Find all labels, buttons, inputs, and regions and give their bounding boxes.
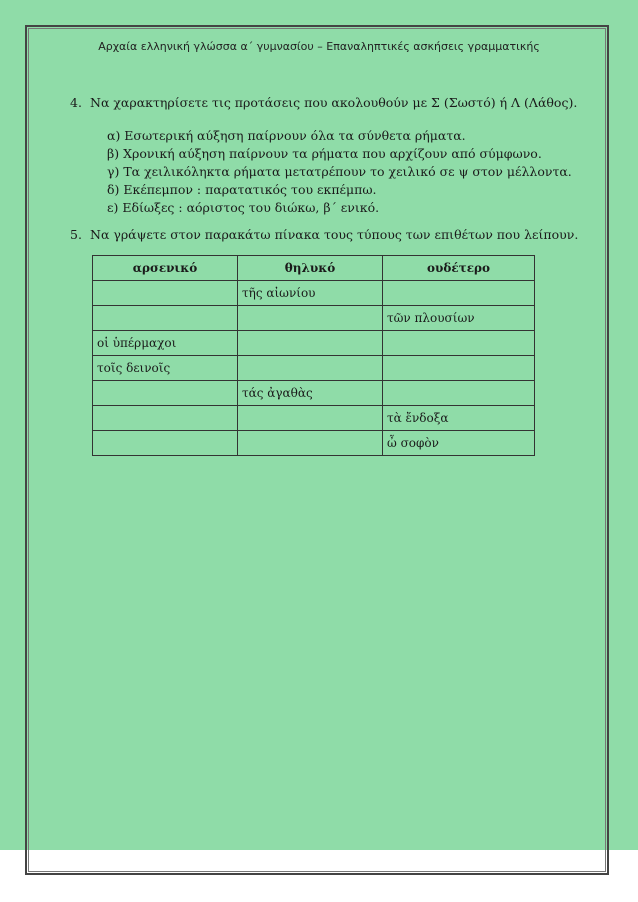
- statement-c: γ) Τα χειλικόληκτα ρήματα μετατρέπουν το χειλικό σε ψ στον μέλλοντα.: [107, 164, 572, 179]
- question-4-number: 4.: [70, 95, 82, 110]
- table-cell[interactable]: [93, 431, 238, 456]
- table-row: [93, 406, 535, 431]
- table-row: [93, 331, 535, 356]
- page-header: Αρχαία ελληνική γλώσσα α΄ γυμνασίου – Επαναληπτικές ασκήσεις γραμματικής: [98, 40, 540, 53]
- statement-a: α) Εσωτερική αύξηση παίρνουν όλα τα σύνθετα ρήματα.: [107, 128, 466, 143]
- table-row: [93, 431, 535, 456]
- table-cell[interactable]: [383, 356, 535, 381]
- table-cell[interactable]: [383, 281, 535, 306]
- table-cell: τάς ἀγαθὰς: [238, 381, 383, 406]
- question-5: [70, 226, 579, 244]
- table-row: [93, 381, 535, 406]
- adjectives-table: [92, 255, 535, 456]
- table-cell[interactable]: [383, 331, 535, 356]
- table-cell: τὰ ἔνδοξα: [383, 406, 535, 431]
- table-cell: τοῖς δεινοῖς: [93, 356, 238, 381]
- table-cell[interactable]: [93, 406, 238, 431]
- table-cell[interactable]: [238, 406, 383, 431]
- table-cell: τῆς αἰωνίου: [238, 281, 383, 306]
- table-cell[interactable]: [238, 306, 383, 331]
- table-cell[interactable]: [93, 306, 238, 331]
- table-row: [93, 356, 535, 381]
- table-cell: τῶν πλουσίων: [383, 306, 535, 331]
- table-cell[interactable]: [93, 381, 238, 406]
- question-4-text: Να χαρακτηρίσετε τις προτάσεις που ακολουθούν με Σ (Σωστό) ή Λ (Λάθος).: [90, 95, 578, 110]
- table-cell[interactable]: [238, 356, 383, 381]
- table-cell[interactable]: [238, 431, 383, 456]
- table-cell[interactable]: [383, 381, 535, 406]
- table-cell[interactable]: [93, 281, 238, 306]
- table-cell[interactable]: [238, 331, 383, 356]
- table-header-row: [93, 256, 535, 281]
- table-row: [93, 281, 535, 306]
- statement-e: ε) Εδίωξες : αόριστος του διώκω, β΄ ενικό.: [107, 200, 380, 215]
- header-masculine: αρσενικό: [93, 256, 238, 281]
- question-5-text: Να γράψετε στον παρακάτω πίνακα τους τύπους των επιθέτων που λείπουν.: [90, 227, 579, 242]
- header-feminine: θηλυκό: [238, 256, 383, 281]
- table-row: [93, 306, 535, 331]
- table-cell: ὦ σοφὸν: [383, 431, 535, 456]
- question-4: [70, 94, 578, 112]
- statement-b: β) Χρονική αύξηση παίρνουν τα ρήματα που αρχίζουν από σύμφωνο.: [107, 146, 542, 161]
- question-5-number: 5.: [70, 227, 82, 242]
- table-cell: οἱ ὑπέρμαχοι: [93, 331, 238, 356]
- header-neuter: ουδέτερο: [383, 256, 535, 281]
- statement-d: δ) Εκέπεμπον : παρατατικός του εκπέμπω.: [107, 182, 377, 197]
